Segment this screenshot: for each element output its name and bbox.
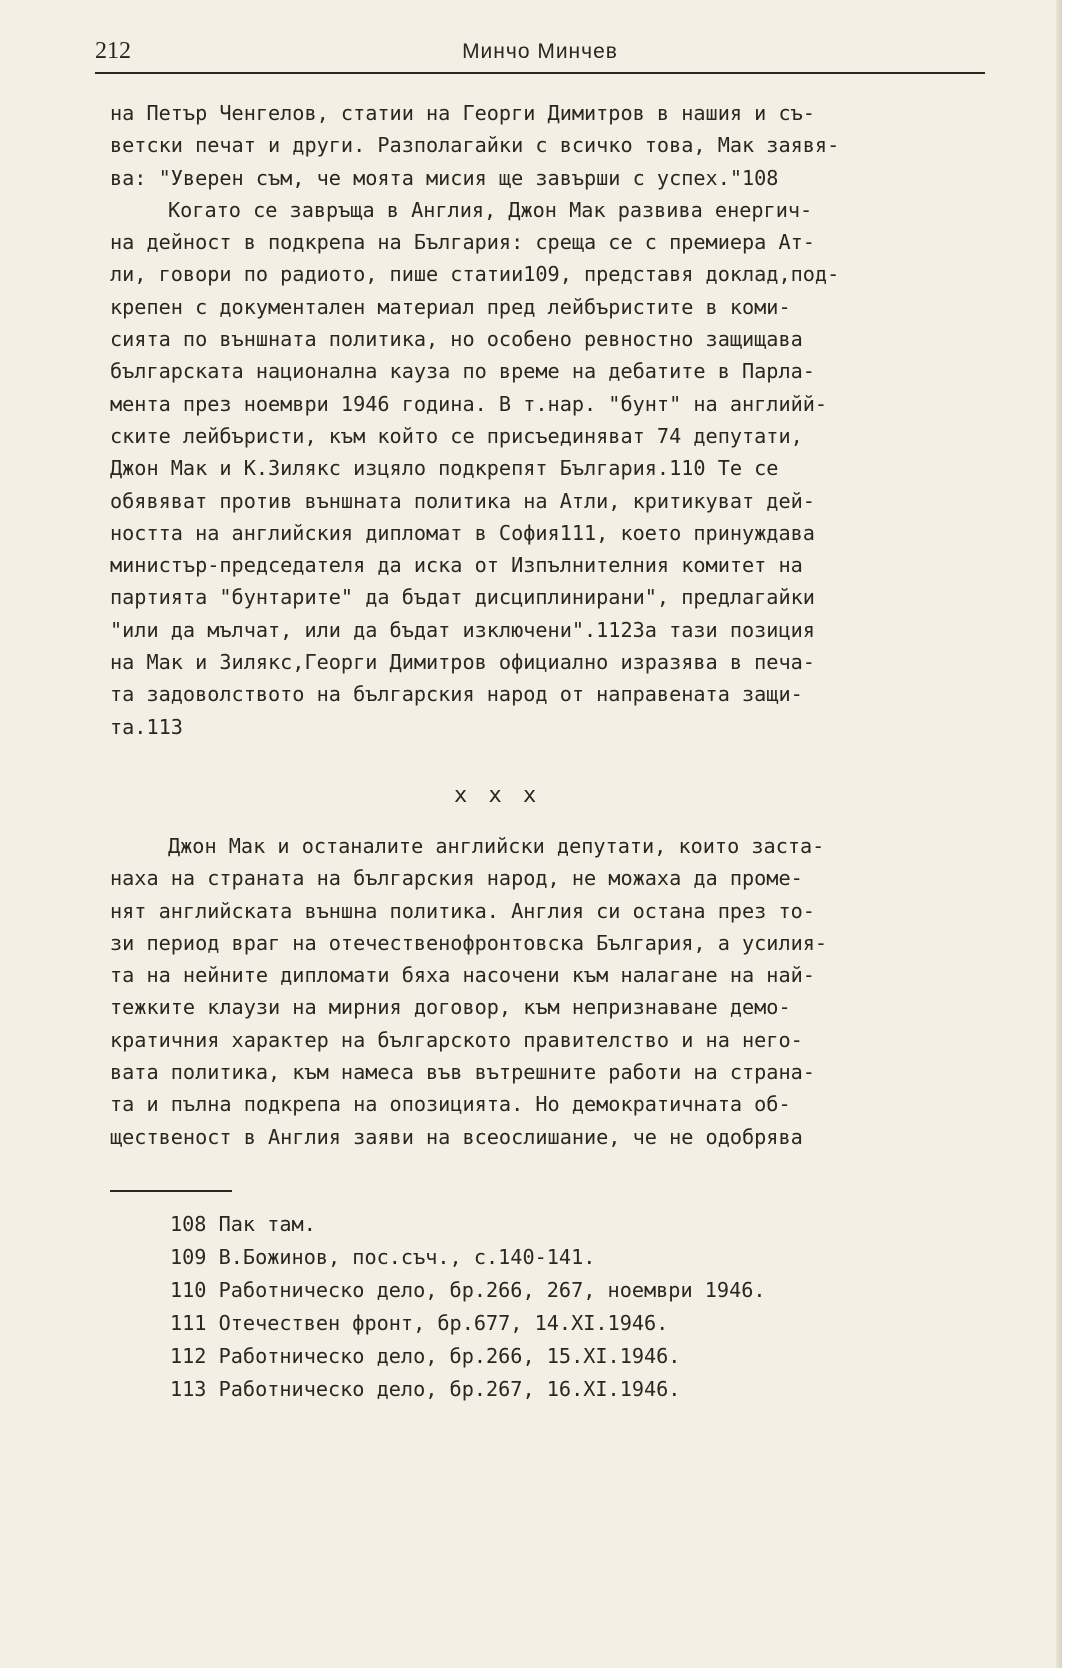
text-line: крепен с документален материал пред лейбъристите в коми- — [110, 294, 791, 319]
text-line: ските лейбъристи, към който се присъединяват 74 депутати, — [110, 423, 803, 448]
text-line: на дейност в подкрепа на България: среща се с премиера Ат- — [110, 230, 815, 255]
text-line: наха на страната на българския народ, не можаха да проме- — [110, 866, 803, 891]
text-line: ността на английския дипломат в София111, което принуждава — [110, 520, 815, 545]
footnotes — [170, 1208, 766, 1406]
text-line: обявяват против външната политика на Атли, критикуват дей- — [110, 488, 815, 513]
text-line: ветски печат и други. Разполагайки с всичко това, Мак заявя- — [110, 133, 840, 158]
footnote-divider — [110, 1190, 232, 1192]
page-edge — [1062, 0, 1080, 1668]
page-header — [95, 38, 985, 74]
text-line: Джон Мак и останалите английски депутати, които заста- — [168, 834, 825, 858]
text-line: та задоволството на българския народ от направената защи- — [110, 682, 803, 707]
footnote: 110 Работническо дело, бр.266, 267, ноември 1946. — [170, 1278, 766, 1302]
footnote: 113 Работническо дело, бр.267, 16.XI.1946. — [170, 1377, 681, 1401]
text-line: нят английската външна политика. Англия си остана през то- — [110, 898, 815, 923]
text-line: Джон Мак и К.Зилякс изцяло подкрепят България.110 Те се — [110, 456, 779, 481]
text-line: на Петър Ченгелов, статии на Георги Димитров в нашия и съ- — [110, 101, 815, 125]
text-line: Когато се завръща в Англия, Джон Мак развива енергич- — [168, 197, 813, 222]
text-line: тежките клаузи на мирния договор, към непризнаване демо- — [110, 995, 791, 1020]
text-line: та и пълна подкрепа на опозицията. Но демократичната об- — [110, 1092, 791, 1117]
body-paragraphs-2 — [110, 830, 1010, 1153]
text-line: българската национална кауза по време на дебатите в Парла- — [110, 359, 815, 384]
page-number: 212 — [95, 38, 131, 64]
text-line: мента през ноември 1946 година. В т.нар. "бунт" на английй- — [110, 391, 828, 416]
text-line: кратичния характер на българското правителство и на него- — [110, 1027, 803, 1052]
running-head: Минчо Минчев — [462, 40, 618, 63]
body-paragraphs-1 — [110, 97, 1010, 743]
text-line: "или да мълчат, или да бъдат изключени".112За тази позиция — [110, 617, 815, 642]
footnote: 111 Отечествен фронт, бр.677, 14.XI.1946. — [170, 1311, 669, 1335]
section-separator: x x x — [454, 783, 541, 808]
text-line: ва: "Уверен съм, че моята мисия ще завърши с успех."108 — [110, 165, 779, 190]
text-line: министър-председателя да иска от Изпълнителния комитет на — [110, 553, 803, 578]
text-line: зи период враг на отечественофронтовска България, а усилия- — [110, 930, 828, 955]
text-line: та.113 — [110, 714, 183, 739]
footnote: 109 В.Божинов, пос.съч., с.140-141. — [170, 1245, 596, 1269]
text-line: та на нейните дипломати бяха насочени към налагане на най- — [110, 963, 815, 988]
text-line: щественост в Англия заяви на всеослишание, че не одобрява — [110, 1124, 803, 1149]
text-line: вата политика, към намеса във вътрешните работи на страна- — [110, 1060, 815, 1085]
text-line: сията по външната политика, но особено ревностно защищава — [110, 327, 803, 352]
footnote: 112 Работническо дело, бр.266, 15.XI.1946. — [170, 1344, 681, 1368]
text-line: партията "бунтарите" да бъдат дисциплинирани", предлагайки — [110, 585, 815, 610]
text-line: ли, говори по радиото, пише статии109, представя доклад,под- — [110, 262, 840, 287]
text-line: на Мак и Зилякс,Георги Димитров официално изразява в печа- — [110, 650, 815, 675]
footnote: 108 Пак там. — [170, 1212, 316, 1236]
